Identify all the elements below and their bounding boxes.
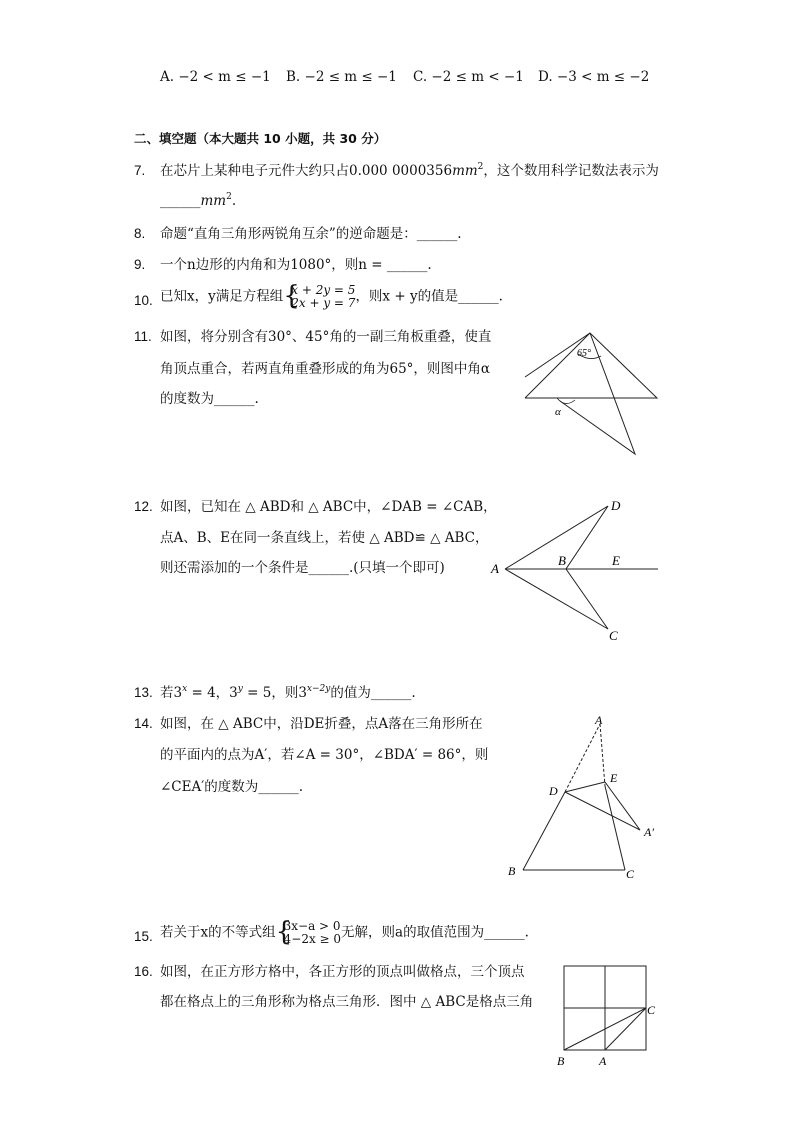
svg-text:A: A xyxy=(491,561,499,576)
q7-number: 7. xyxy=(134,163,146,178)
q11-line1: 如图，将分别含有30°、45°角的一副三角板重叠，使直 xyxy=(160,329,492,345)
q6-option-b: B. −2 ≤ m ≤ −1 xyxy=(286,69,397,85)
q14-line2: 的平面内的点为A′，若∠A = 30°，∠BDA′ = 86°，则 xyxy=(160,747,489,763)
q8-number: 8. xyxy=(134,226,146,241)
q12-figure xyxy=(488,495,663,645)
q13-text: 若$3^x = 4$，$3^y = 5$，则$3^{x-2y}$的值为______. xyxy=(160,684,416,701)
q16-line1: 如图，在正方形方格中，各正方形的顶点叫做格点，三个顶点 xyxy=(160,964,525,980)
q12-line1: 如图，已知在 △ ABD和 △ ABC中，∠DAB = ∠CAB， xyxy=(160,499,497,515)
q10-text: 已知x，y满足方程组 { x + 2y = 5 2x + y = 7，则x + y的值是______. xyxy=(160,281,503,311)
svg-text:C: C xyxy=(609,628,618,643)
section-title: 二、填空题（本大题共 10 小题，共 30 分） xyxy=(134,131,387,146)
q16-number: 16. xyxy=(134,964,153,979)
q11-number: 11. xyxy=(134,329,152,344)
q6-option-a: A. −2 < m ≤ −1 xyxy=(160,69,271,85)
svg-text:E: E xyxy=(610,771,618,785)
q6-option-c: C. −2 ≤ m < −1 xyxy=(413,69,524,85)
svg-text:B: B xyxy=(558,553,566,568)
svg-text:A: A xyxy=(599,1054,607,1068)
svg-text:D: D xyxy=(549,784,558,798)
q11-angle-label: 65° xyxy=(577,348,591,359)
q9-text: 一个n边形的内角和为1080°，则n = ______. xyxy=(160,257,432,273)
q15-text: 若关于x的不等式组 { 3x−a > 0 4−2x ≥ 0无解，则a的取值范围为______. xyxy=(160,917,529,947)
svg-text:E: E xyxy=(612,553,620,568)
q11-figure xyxy=(515,328,665,458)
q9-number: 9. xyxy=(134,257,146,272)
q7-line2: $\_\_\_\_\_\_mm^2$. xyxy=(160,192,237,209)
q14-figure xyxy=(500,712,670,887)
svg-text:C: C xyxy=(626,867,635,881)
q14-line3: ∠CEA′的度数为______. xyxy=(160,779,304,795)
q11-line2: 角顶点重合，若两直角重叠形成的角为65°，则图中角α xyxy=(160,361,491,377)
q12-line2: 点A、B、E在同一条直线上，若使 △ ABD≌ △ ABC， xyxy=(160,530,489,546)
svg-text:D: D xyxy=(611,498,621,513)
q11-line3: 的度数为______. xyxy=(160,391,259,407)
q12-number: 12. xyxy=(134,499,153,514)
q13-number: 13. xyxy=(134,685,153,700)
q6-option-d: D. −3 < m ≤ −2 xyxy=(538,69,650,85)
q8-text: 命题“直角三角形两锐角互余”的逆命题是：______. xyxy=(160,226,462,242)
q16-figure xyxy=(550,962,665,1074)
q16-line2: 都在格点上的三角形称为格点三角形．图中 △ ABC是格点三角 xyxy=(160,994,534,1010)
q10-number: 10. xyxy=(134,293,153,308)
svg-text:A′: A′ xyxy=(644,825,654,839)
q15-inequality-system: { 3x−a > 0 4−2x ≥ 0 xyxy=(275,917,342,947)
q11-alpha-label: α xyxy=(555,406,561,418)
q14-line1: 如图，在 △ ABC中，沿DE折叠，点A落在三角形所在 xyxy=(160,716,483,732)
q15-number: 15. xyxy=(134,929,153,944)
svg-text:B: B xyxy=(557,1054,565,1068)
q12-line3: 则还需添加的一个条件是______.(只填一个即可) xyxy=(160,560,445,576)
svg-text:C: C xyxy=(647,1003,656,1017)
q10-equation-system: { x + 2y = 5 2x + y = 7 xyxy=(283,281,356,311)
q14-number: 14. xyxy=(134,716,153,731)
svg-text:A: A xyxy=(595,713,603,727)
svg-text:B: B xyxy=(508,864,516,878)
q7-text: 在芯片上某种电子元件大约只占0.000 $0000356mm^2$，这个数用科学记数法表示为 xyxy=(160,162,659,179)
